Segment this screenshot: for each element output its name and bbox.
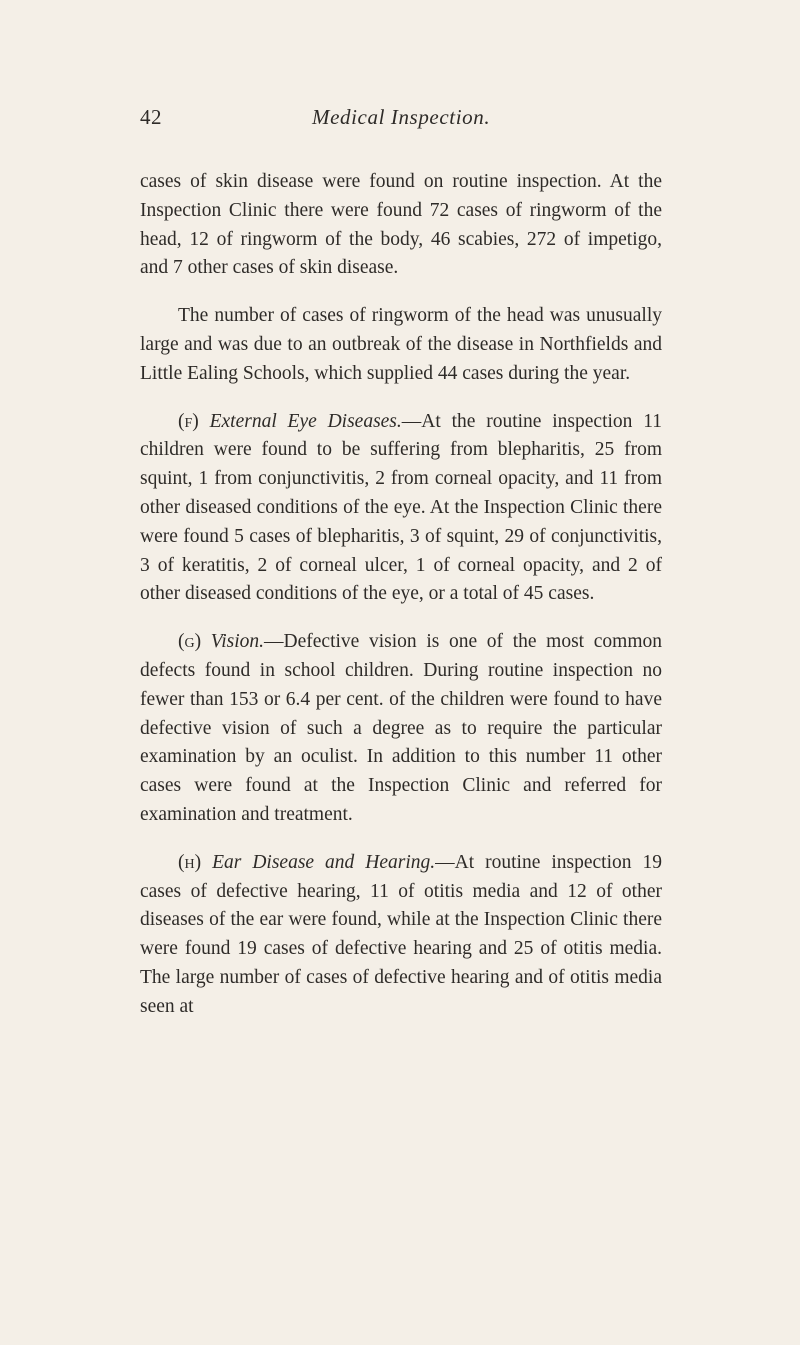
paragraph-vision xyxy=(140,628,662,830)
page-header xyxy=(140,105,660,145)
paragraph-text: —At the routine inspection 11 children were found to be suffering from blepharitis, 25 from squint, 1 from conjunctivitis, 2 from corneal opacity, and 11 from other diseased conditions of the eye. At the Inspection Clinic there were found 5 cases of blepharitis, 3 of squint, 29 of conjunctivitis, 3 of keratitis, 2 of corneal ulcer, 1 of corneal opacity, and 2 of other diseased conditions of the eye, or a total of 45 cases. xyxy=(140,410,662,605)
paragraph-text: —Defective vision is one of the most common defects found in school children. During routine inspection no fewer than 153 or 6.4 per cent. of the children were found to have defective vision of such a degree as to require the particular examination by an oculist. In addition to this number 11 other cases were found at the Inspection Clinic and referred for examination and treatment. xyxy=(140,631,663,825)
section-label: (h) xyxy=(178,851,202,873)
paragraph-ear-disease-hearing xyxy=(140,849,662,1022)
section-label: (g) xyxy=(178,631,202,653)
section-heading: Ear Disease and Hearing. xyxy=(212,851,436,873)
paragraph-text: The number of cases of ringworm of the head was unusually large and was due to an outbreak of the disease in Northfields and Little Ealing Schools, which supplied 44 cases during the year. xyxy=(140,305,662,384)
paragraph-text: —At routine inspection 19 cases of defective hearing, 11 of otitis media and 12 of other diseases of the ear were found, while at the Inspection Clinic there were found 19 cases of defective hearing and 25 of otitis media. The large number of cases of defective hearing and of otitis media seen at xyxy=(140,851,662,1017)
section-heading: External Eye Diseases. xyxy=(209,410,402,432)
body-text xyxy=(140,168,662,1041)
paragraph-ringworm xyxy=(140,302,662,388)
section-label: (f) xyxy=(178,410,199,432)
paragraph-text: cases of skin disease were found on routine inspection. At the Inspection Clinic there were found 72 cases of ringworm of the head, 12 of ringworm of the body, 46 scabies, 272 of impetigo, and 7 other cases of skin disease. xyxy=(140,171,662,279)
paragraph-skin-disease-continued xyxy=(140,168,662,283)
running-title: Medical Inspection. xyxy=(312,105,491,129)
section-heading: Vision. xyxy=(210,631,265,653)
paragraph-external-eye-diseases xyxy=(140,408,662,610)
page-number: 42 xyxy=(140,105,162,129)
